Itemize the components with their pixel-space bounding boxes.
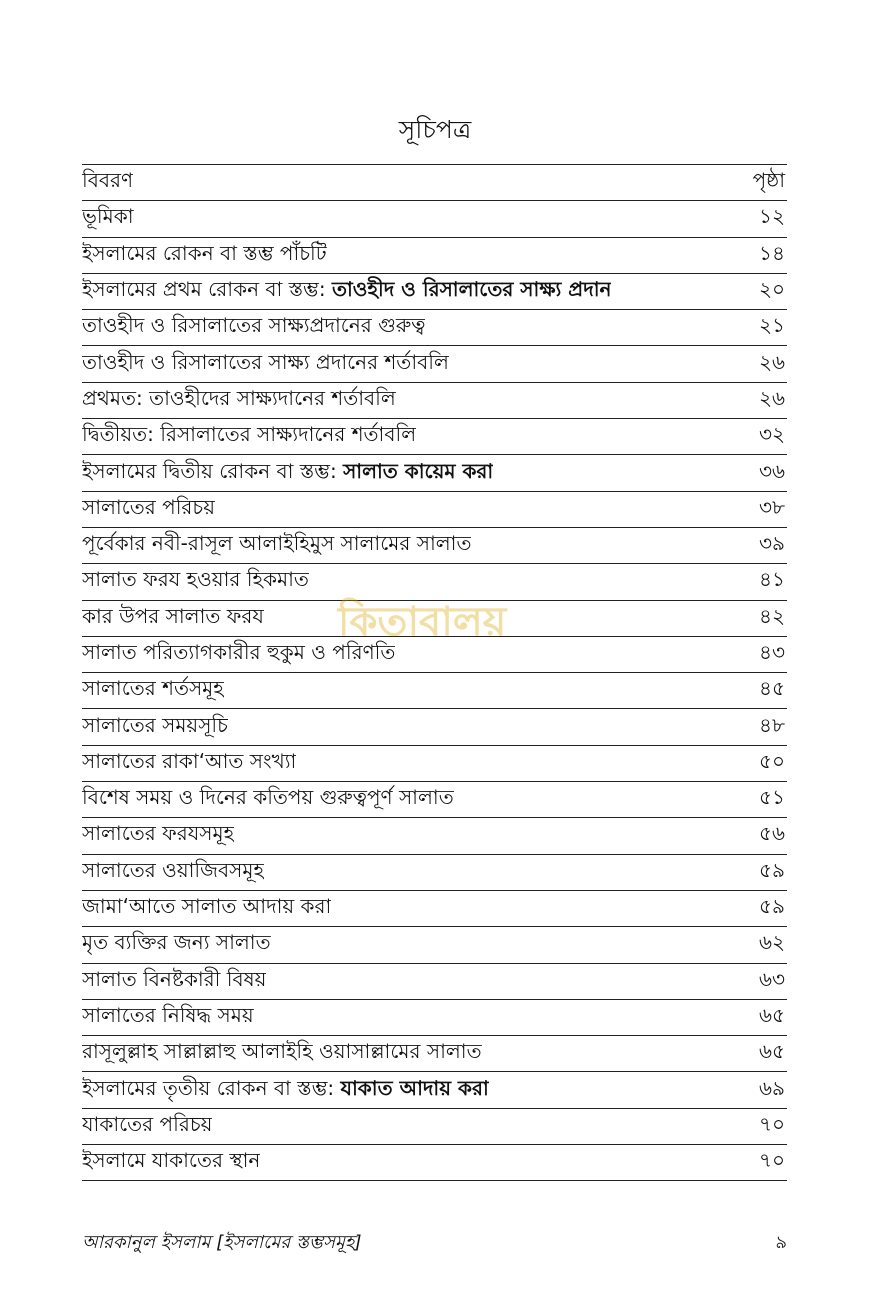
- toc-row: [82, 455, 787, 491]
- toc-entry-title: [82, 819, 234, 852]
- toc-row: [82, 818, 787, 854]
- toc-row: [82, 1072, 787, 1108]
- toc-entry-bold-text: যাকাত আদায় করা: [340, 1075, 489, 1100]
- toc-entry-title: [82, 856, 264, 889]
- toc-entry-title: [82, 711, 228, 744]
- toc-entry-text: ভূমিকা: [82, 204, 134, 229]
- toc-entry-page: ৪১: [759, 567, 785, 592]
- footer-page-number: ৯: [775, 1232, 787, 1253]
- toc-entry-page: ৬৫: [759, 1002, 785, 1027]
- toc-entry-title: [82, 420, 416, 453]
- page-footer: [82, 1228, 787, 1259]
- toc-entry-title: [82, 1146, 260, 1179]
- toc-entry-title: [82, 674, 224, 707]
- toc-entry-title: [82, 1001, 254, 1034]
- toc-entry-bold-text: তাওহীদ ও রিসালাতের সাক্ষ্য প্রদান: [331, 277, 612, 302]
- toc-entry-title: [82, 1074, 489, 1107]
- toc-row: [82, 346, 787, 382]
- toc-entry-text: তাওহীদ ও রিসালাতের সাক্ষ্য প্রদানের শর্তাবলি: [82, 349, 449, 374]
- toc-entry-text: সালাত বিনষ্টকারী বিষয়: [82, 966, 267, 991]
- toc-entry-page: ২১: [759, 313, 785, 338]
- toc-entry-page: ২০: [758, 277, 785, 302]
- toc-entry-page: ৬৩: [758, 966, 785, 991]
- toc-entry-text: জামা‘আতে সালাত আদায় করা: [82, 894, 332, 919]
- toc-entry-title: [82, 311, 425, 344]
- toc-entry-text: সালাতের ওয়াজিবসমূহ: [82, 857, 264, 882]
- toc-entry-text: যাকাতের পরিচয়: [82, 1111, 213, 1136]
- toc-entry-page: ১২: [759, 204, 785, 229]
- toc-entry-title: [82, 202, 134, 235]
- toc-row: [82, 1036, 787, 1072]
- toc-entry-text: কার উপর সালাত ফরয: [82, 603, 264, 628]
- toc-entry-title: [82, 747, 296, 780]
- toc-entry-title: [82, 1110, 212, 1143]
- toc-row: [82, 964, 787, 1000]
- watermark-logo: কিতাবালয়: [338, 599, 507, 645]
- toc-row: [82, 1145, 787, 1181]
- toc-entry-title: [82, 965, 266, 998]
- toc-row: [82, 709, 787, 745]
- toc-entry-page: ৫০: [759, 748, 785, 773]
- toc-entry-title: [82, 1037, 482, 1070]
- toc-entry-page: ৫৯: [759, 857, 785, 882]
- toc-entry-text: ইসলামের প্রথম রোকন বা স্তম্ভ:: [82, 277, 332, 302]
- toc-row: [82, 383, 787, 419]
- toc-entry-text: ইসলামের দ্বিতীয় রোকন বা স্তম্ভ:: [82, 458, 344, 483]
- toc-entry-text: সালাতের পরিচয়: [82, 494, 215, 519]
- toc-entry-text: দ্বিতীয়ত: রিসালাতের সাক্ষ্যদানের শর্তাবলি: [82, 422, 417, 447]
- toc-entry-page: ৪৮: [759, 712, 785, 737]
- toc-entry-text: তাওহীদ ও রিসালাতের সাক্ষ্যপ্রদানের গুরুত্ব: [82, 313, 426, 338]
- toc-entry-page: ২৬: [758, 385, 785, 410]
- toc-row: [82, 891, 787, 927]
- toc-entry-text: সালাতের নিষিদ্ধ সময়: [82, 1002, 254, 1027]
- toc-entry-text: সালাতের রাকা‘আত সংখ্যা: [82, 748, 297, 773]
- toc-row: [82, 419, 787, 455]
- toc-entry-title: [82, 529, 471, 562]
- toc-entry-title: [82, 928, 271, 961]
- toc-entry-page: ৫৬: [759, 821, 785, 846]
- toc-entry-page: ৭০: [758, 1111, 785, 1136]
- toc-entry-text: সালাতের সময়সূচি: [82, 712, 228, 737]
- page-title: সূচিপত্র: [398, 115, 472, 144]
- toc-row: [82, 746, 787, 782]
- toc-entry-page: ২৬: [758, 349, 785, 374]
- toc-entry-text: ইসলামের তৃতীয় রোকন বা স্তম্ভ:: [82, 1075, 341, 1100]
- toc-header-row: [82, 165, 787, 201]
- toc-entry-page: ৬৫: [759, 1039, 785, 1064]
- toc-entry-text: পূর্বেকার নবী-রাসূল আলাইহিমুস সালামের সালাত: [82, 531, 472, 556]
- toc-entry-page: ৬২: [758, 930, 785, 955]
- toc-row: [82, 855, 787, 891]
- toc-entry-text: সালাত পরিত্যাগকারীর হুকুম ও পরিণতি: [82, 640, 396, 664]
- toc-entry-text: প্রথমত: তাওহীদের সাক্ষ্যদানের শর্তাবলি: [82, 385, 396, 410]
- toc-entry-title: [82, 348, 449, 381]
- toc-entry-page: ৬৯: [759, 1075, 785, 1100]
- toc-entry-text: রাসূলুল্লাহ সাল্লাল্লাহু আলাইহি ওয়াসাল্লামের সালাত: [82, 1039, 482, 1064]
- toc-entry-page: ৫৯: [759, 894, 785, 919]
- toc-row: [82, 927, 787, 963]
- toc-entry-page: ৫১: [759, 785, 785, 810]
- toc-entry-text: সালাতের শর্তসমূহ: [82, 676, 224, 701]
- toc-row: [82, 274, 787, 310]
- toc-entry-page: ৩২: [758, 422, 785, 447]
- toc-entry-text: মৃত ব্যক্তির জন্য সালাত: [82, 930, 271, 955]
- toc-entry-page: ৩৬: [758, 458, 785, 483]
- toc-entry-title: [82, 275, 611, 308]
- toc-header-description: বিবরণ: [82, 168, 134, 193]
- toc-entry-page: ১৪: [759, 240, 785, 265]
- toc-entry-title: [82, 457, 493, 490]
- toc-row: [82, 1109, 787, 1145]
- toc-entry-page: ৩৮: [759, 494, 785, 519]
- toc-header-page: পৃষ্ঠা: [752, 168, 785, 193]
- toc-entry-text: ইসলামে যাকাতের স্থান: [82, 1148, 261, 1173]
- toc-row: [82, 782, 787, 818]
- toc-entry-title: [82, 892, 331, 925]
- toc-row: [82, 528, 787, 564]
- toc-row: [82, 201, 787, 237]
- toc-entry-bold-text: সালাত কায়েম করা: [343, 458, 494, 483]
- footer-book-title: আরকানুল ইসলাম [ইসলামের স্তম্ভসমূহ]: [82, 1232, 362, 1253]
- toc-row: [82, 1000, 787, 1036]
- toc-row: [82, 238, 787, 274]
- toc-entry-title: [82, 493, 215, 526]
- toc-entry-title: [82, 239, 327, 272]
- toc-entry-title: [82, 384, 396, 417]
- toc-entry-page: ৪৫: [759, 676, 785, 701]
- toc-entry-page: ৪২: [759, 603, 785, 628]
- toc-entry-text: বিশেষ সময় ও দিনের কতিপয় গুরুত্বপূর্ণ সালাত: [82, 785, 454, 810]
- toc-entry-title: [82, 783, 454, 816]
- toc-entry-page: ৪৩: [759, 640, 785, 664]
- toc-row: [82, 492, 787, 528]
- toc-row: [82, 310, 787, 346]
- toc-entry-text: ইসলামের রোকন বা স্তম্ভ পাঁচটি: [82, 240, 327, 265]
- toc-entry-text: সালাতের ফরযসমূহ: [82, 821, 235, 846]
- toc-entry-text: সালাত ফরয হওয়ার হিকমাত: [82, 567, 309, 592]
- toc-entry-title: [82, 602, 264, 635]
- toc-entry-page: ৭০: [758, 1148, 785, 1173]
- toc-entry-page: ৩৯: [759, 531, 785, 556]
- toc-entry-title: [82, 565, 309, 598]
